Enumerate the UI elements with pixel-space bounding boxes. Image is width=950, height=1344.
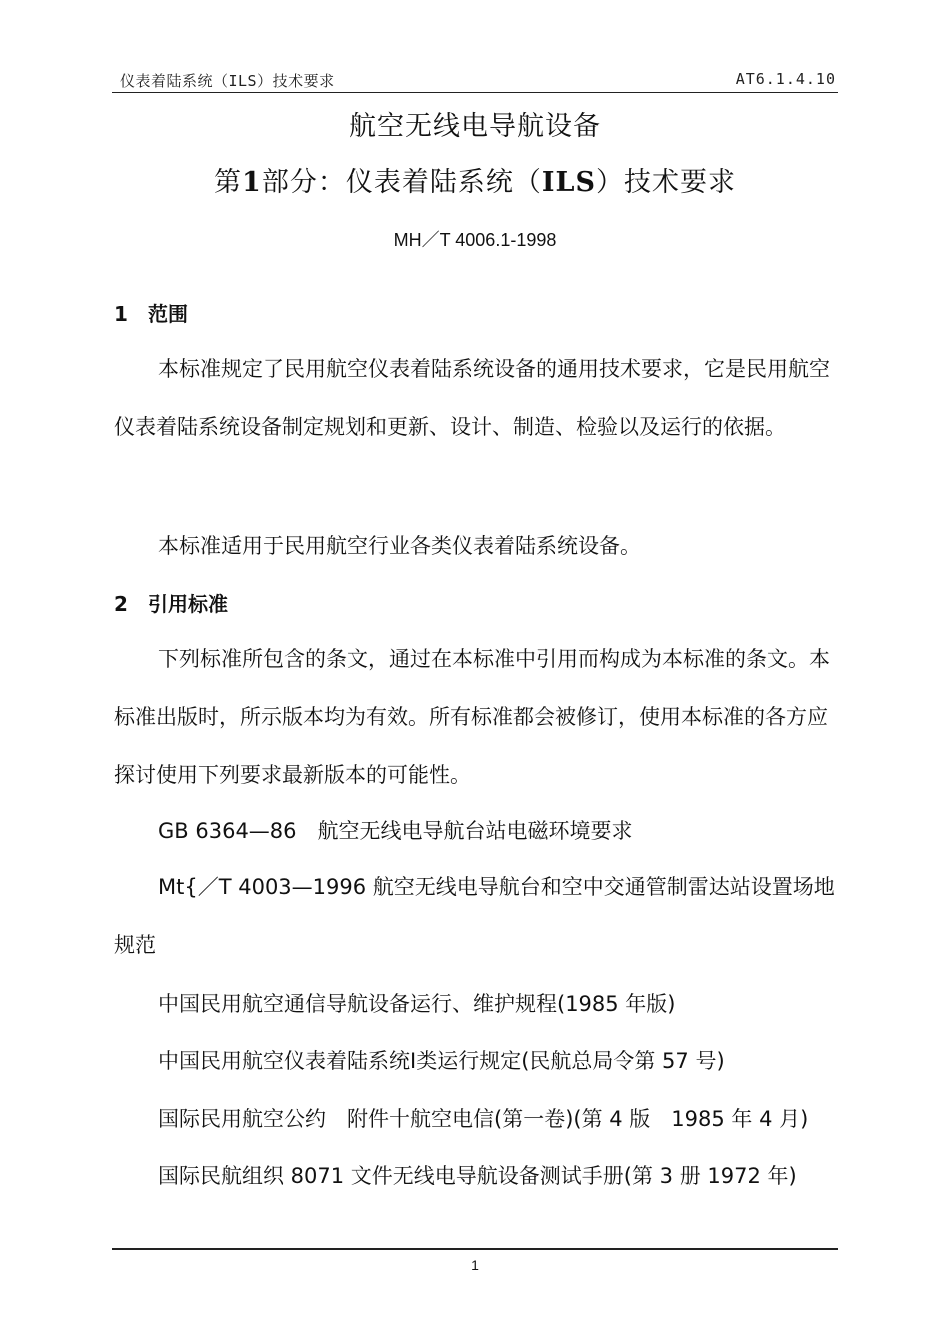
section-number: 2 [114, 592, 128, 616]
subtitle-suffix: ）技术要求 [595, 167, 736, 198]
paragraph-text: 下列标准所包含的条文，通过在本标准中引用而构成为本标准的条文。本标准出版时，所示版本均为有效。所有标准都会被修订，使用本标准的各方应探讨使用下列要求最新版本的可能性。 [114, 647, 830, 787]
section-number: 1 [114, 302, 128, 326]
running-header [112, 70, 838, 92]
section-title: 范围 [148, 302, 188, 326]
paragraph-scope [114, 340, 838, 456]
subtitle-part-number: 1 [242, 167, 262, 198]
reference-item [114, 858, 838, 974]
subtitle-prefix: 第 [214, 167, 243, 198]
paragraph-text: 本标准规定了民用航空仪表着陆系统设备的通用技术要求，它是民用航空仪表着陆系统设备制定规划和更新、设计、制造、检验以及运行的依据。 [114, 357, 830, 439]
reference-item: 中国民用航空仪表着陆系统Ⅰ类运行规定(民航总局令第 57 号) [158, 1049, 725, 1073]
section-heading-1 [114, 298, 188, 327]
header-title: 仪表着陆系统（ILS）技术要求 [120, 72, 335, 90]
footer-rule [112, 1248, 838, 1250]
paragraph-references-intro [114, 630, 838, 804]
subtitle-middle: 部分：仪表着陆系统（ [261, 167, 542, 198]
header-rule [112, 92, 838, 93]
standard-code: MH／T 4006.1-1998 [393, 230, 557, 250]
header-code: AT6.1.4.10 [735, 70, 836, 88]
section-title: 引用标准 [148, 592, 228, 616]
subtitle-abbreviation: ILS [541, 167, 596, 198]
reference-item: 国际民用航空公约 附件十航空电信(第一卷)(第 4 版 1985 年 4 月) [158, 1107, 809, 1131]
reference-item: 中国民用航空通信导航设备运行、维护规程(1985 年版) [158, 992, 676, 1016]
document-subtitle [0, 160, 950, 199]
paragraph-applicability: 本标准适用于民用航空行业各类仪表着陆系统设备。 [158, 534, 641, 558]
reference-item: 国际民航组织 8071 文件无线电导航设备测试手册(第 3 册 1972 年) [158, 1164, 797, 1188]
document-title: 航空无线电导航设备 [349, 111, 601, 142]
section-heading-2 [114, 588, 228, 617]
reference-text: Mt{／T 4003—1996 航空无线电导航台和空中交通管制雷达站设置场地规范 [114, 875, 835, 957]
page-number: 1 [471, 1257, 479, 1273]
reference-item: GB 6364—86 航空无线电导航台站电磁环境要求 [158, 819, 633, 843]
